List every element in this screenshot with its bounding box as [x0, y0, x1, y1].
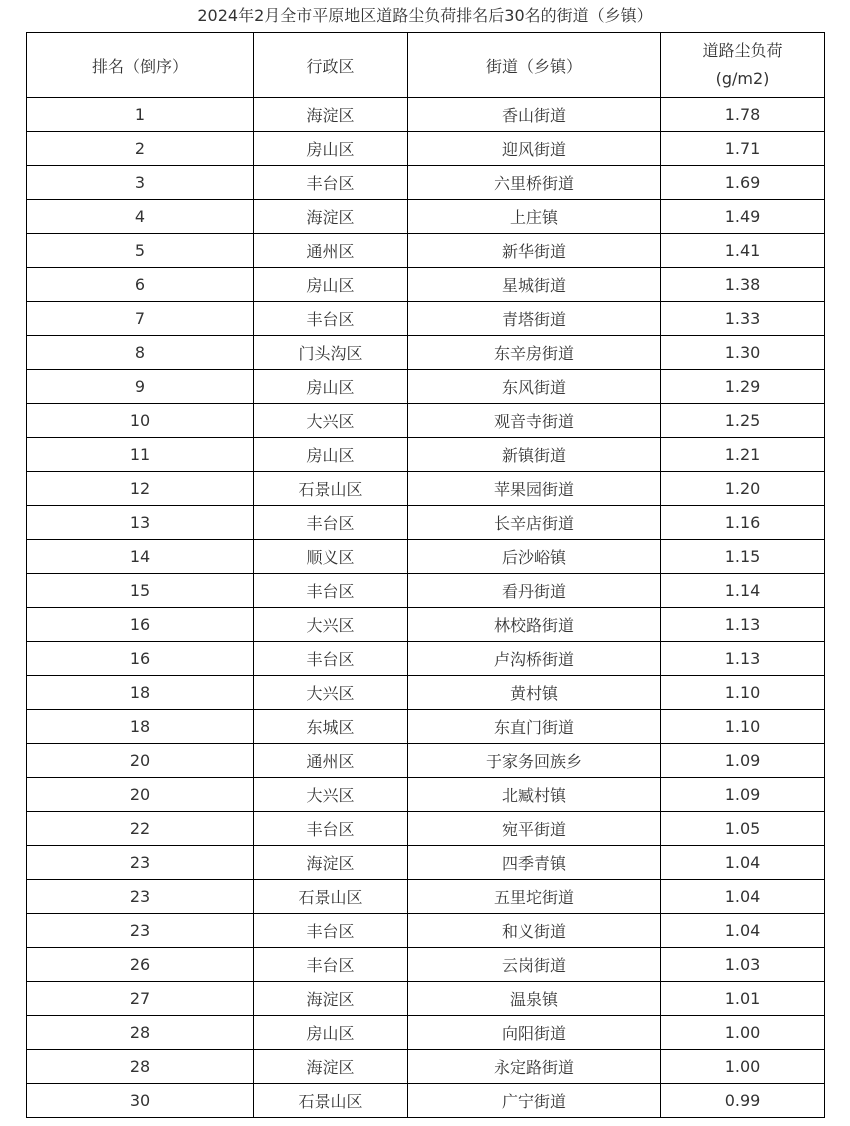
district-cell: 通州区 — [254, 234, 408, 268]
dust-load-cell: 1.05 — [661, 812, 825, 846]
district-cell: 门头沟区 — [254, 336, 408, 370]
dust-load-cell: 1.13 — [661, 642, 825, 676]
street-cell: 永定路街道 — [408, 1050, 661, 1084]
street-cell: 向阳街道 — [408, 1016, 661, 1050]
rank-cell: 22 — [27, 812, 254, 846]
table-row — [27, 438, 825, 472]
street-cell: 星城街道 — [408, 268, 661, 302]
district-cell: 海淀区 — [254, 98, 408, 132]
street-cell: 上庄镇 — [408, 200, 661, 234]
rank-cell: 16 — [27, 608, 254, 642]
table-row — [27, 506, 825, 540]
district-cell: 房山区 — [254, 370, 408, 404]
district-cell: 通州区 — [254, 744, 408, 778]
dust-load-cell: 1.10 — [661, 676, 825, 710]
header-rank: 排名（倒序） — [27, 33, 254, 98]
district-cell: 海淀区 — [254, 1050, 408, 1084]
table-row — [27, 370, 825, 404]
dust-load-cell: 1.41 — [661, 234, 825, 268]
rank-cell: 7 — [27, 302, 254, 336]
rank-cell: 18 — [27, 676, 254, 710]
ranking-table — [26, 32, 825, 1118]
district-cell: 丰台区 — [254, 812, 408, 846]
dust-load-cell: 0.99 — [661, 1084, 825, 1118]
rank-cell: 5 — [27, 234, 254, 268]
dust-load-cell: 1.04 — [661, 846, 825, 880]
header-value — [661, 33, 825, 98]
table-row — [27, 812, 825, 846]
street-cell: 和义街道 — [408, 914, 661, 948]
dust-load-cell: 1.04 — [661, 914, 825, 948]
rank-cell: 4 — [27, 200, 254, 234]
rank-cell: 20 — [27, 778, 254, 812]
table-row — [27, 540, 825, 574]
rank-cell: 3 — [27, 166, 254, 200]
header-value-label: 道路尘负荷 — [702, 41, 783, 60]
street-cell: 四季青镇 — [408, 846, 661, 880]
table-row — [27, 132, 825, 166]
rank-cell: 12 — [27, 472, 254, 506]
table-row — [27, 1016, 825, 1050]
dust-load-cell: 1.09 — [661, 744, 825, 778]
district-cell: 丰台区 — [254, 948, 408, 982]
dust-load-cell: 1.25 — [661, 404, 825, 438]
rank-cell: 30 — [27, 1084, 254, 1118]
district-cell: 大兴区 — [254, 404, 408, 438]
district-cell: 大兴区 — [254, 676, 408, 710]
table-row — [27, 948, 825, 982]
table-row — [27, 1050, 825, 1084]
street-cell: 北臧村镇 — [408, 778, 661, 812]
header-value-unit: (g/m2) — [715, 69, 770, 88]
rank-cell: 26 — [27, 948, 254, 982]
district-cell: 东城区 — [254, 710, 408, 744]
dust-load-cell: 1.33 — [661, 302, 825, 336]
table-row — [27, 744, 825, 778]
district-cell: 海淀区 — [254, 846, 408, 880]
street-cell: 苹果园街道 — [408, 472, 661, 506]
rank-cell: 14 — [27, 540, 254, 574]
table-row — [27, 880, 825, 914]
district-cell: 大兴区 — [254, 608, 408, 642]
table-row — [27, 404, 825, 438]
dust-load-cell: 1.15 — [661, 540, 825, 574]
street-cell: 香山街道 — [408, 98, 661, 132]
rank-cell: 28 — [27, 1016, 254, 1050]
dust-load-cell: 1.78 — [661, 98, 825, 132]
rank-cell: 27 — [27, 982, 254, 1016]
table-row — [27, 472, 825, 506]
dust-load-cell: 1.13 — [661, 608, 825, 642]
rank-cell: 13 — [27, 506, 254, 540]
rank-cell: 16 — [27, 642, 254, 676]
district-cell: 丰台区 — [254, 506, 408, 540]
rank-cell: 20 — [27, 744, 254, 778]
street-cell: 迎风街道 — [408, 132, 661, 166]
street-cell: 东辛房街道 — [408, 336, 661, 370]
street-cell: 林校路街道 — [408, 608, 661, 642]
street-cell: 新华街道 — [408, 234, 661, 268]
table-row — [27, 846, 825, 880]
district-cell: 顺义区 — [254, 540, 408, 574]
dust-load-cell: 1.38 — [661, 268, 825, 302]
rank-cell: 2 — [27, 132, 254, 166]
rank-cell: 23 — [27, 846, 254, 880]
district-cell: 海淀区 — [254, 982, 408, 1016]
table-row — [27, 302, 825, 336]
dust-load-cell: 1.00 — [661, 1016, 825, 1050]
street-cell: 看丹街道 — [408, 574, 661, 608]
rank-cell: 23 — [27, 880, 254, 914]
district-cell: 房山区 — [254, 438, 408, 472]
street-cell: 长辛店街道 — [408, 506, 661, 540]
table-title: 2024年2月全市平原地区道路尘负荷排名后30名的街道（乡镇） — [197, 6, 653, 25]
rank-cell: 15 — [27, 574, 254, 608]
rank-cell: 10 — [27, 404, 254, 438]
header-district: 行政区 — [254, 33, 408, 98]
street-cell: 青塔街道 — [408, 302, 661, 336]
street-cell: 新镇街道 — [408, 438, 661, 472]
table-row — [27, 200, 825, 234]
header-street: 街道（乡镇） — [408, 33, 661, 98]
dust-load-cell: 1.14 — [661, 574, 825, 608]
rank-cell: 9 — [27, 370, 254, 404]
dust-load-cell: 1.00 — [661, 1050, 825, 1084]
district-cell: 房山区 — [254, 268, 408, 302]
dust-load-cell: 1.69 — [661, 166, 825, 200]
table-row — [27, 642, 825, 676]
table-row — [27, 574, 825, 608]
dust-load-cell: 1.04 — [661, 880, 825, 914]
street-cell: 广宁街道 — [408, 1084, 661, 1118]
district-cell: 大兴区 — [254, 778, 408, 812]
table-row — [27, 268, 825, 302]
district-cell: 丰台区 — [254, 574, 408, 608]
dust-load-cell: 1.30 — [661, 336, 825, 370]
dust-load-cell: 1.71 — [661, 132, 825, 166]
district-cell: 石景山区 — [254, 1084, 408, 1118]
street-cell: 于家务回族乡 — [408, 744, 661, 778]
street-cell: 观音寺街道 — [408, 404, 661, 438]
dust-load-cell: 1.09 — [661, 778, 825, 812]
header-row — [27, 33, 825, 98]
street-cell: 云岗街道 — [408, 948, 661, 982]
street-cell: 黄村镇 — [408, 676, 661, 710]
dust-load-cell: 1.49 — [661, 200, 825, 234]
table-row — [27, 676, 825, 710]
rank-cell: 8 — [27, 336, 254, 370]
table-row — [27, 98, 825, 132]
street-cell: 东风街道 — [408, 370, 661, 404]
rank-cell: 28 — [27, 1050, 254, 1084]
table-row — [27, 982, 825, 1016]
street-cell: 温泉镇 — [408, 982, 661, 1016]
district-cell: 石景山区 — [254, 472, 408, 506]
table-body — [27, 98, 825, 1118]
district-cell: 丰台区 — [254, 914, 408, 948]
table-row — [27, 778, 825, 812]
dust-load-cell: 1.21 — [661, 438, 825, 472]
district-cell: 石景山区 — [254, 880, 408, 914]
rank-cell: 18 — [27, 710, 254, 744]
table-row — [27, 166, 825, 200]
district-cell: 丰台区 — [254, 166, 408, 200]
district-cell: 房山区 — [254, 1016, 408, 1050]
street-cell: 东直门街道 — [408, 710, 661, 744]
rank-cell: 6 — [27, 268, 254, 302]
table-row — [27, 1084, 825, 1118]
table-row — [27, 608, 825, 642]
dust-load-cell: 1.20 — [661, 472, 825, 506]
street-cell: 后沙峪镇 — [408, 540, 661, 574]
table-row — [27, 234, 825, 268]
district-cell: 海淀区 — [254, 200, 408, 234]
table-row — [27, 336, 825, 370]
rank-cell: 23 — [27, 914, 254, 948]
rank-cell: 11 — [27, 438, 254, 472]
street-cell: 五里坨街道 — [408, 880, 661, 914]
table-header — [27, 33, 825, 98]
table-row — [27, 710, 825, 744]
dust-load-cell: 1.01 — [661, 982, 825, 1016]
street-cell: 六里桥街道 — [408, 166, 661, 200]
dust-load-cell: 1.10 — [661, 710, 825, 744]
rank-cell: 1 — [27, 98, 254, 132]
street-cell: 卢沟桥街道 — [408, 642, 661, 676]
dust-load-cell: 1.16 — [661, 506, 825, 540]
table-row — [27, 914, 825, 948]
dust-load-cell: 1.03 — [661, 948, 825, 982]
district-cell: 丰台区 — [254, 302, 408, 336]
street-cell: 宛平街道 — [408, 812, 661, 846]
district-cell: 丰台区 — [254, 642, 408, 676]
district-cell: 房山区 — [254, 132, 408, 166]
dust-load-cell: 1.29 — [661, 370, 825, 404]
